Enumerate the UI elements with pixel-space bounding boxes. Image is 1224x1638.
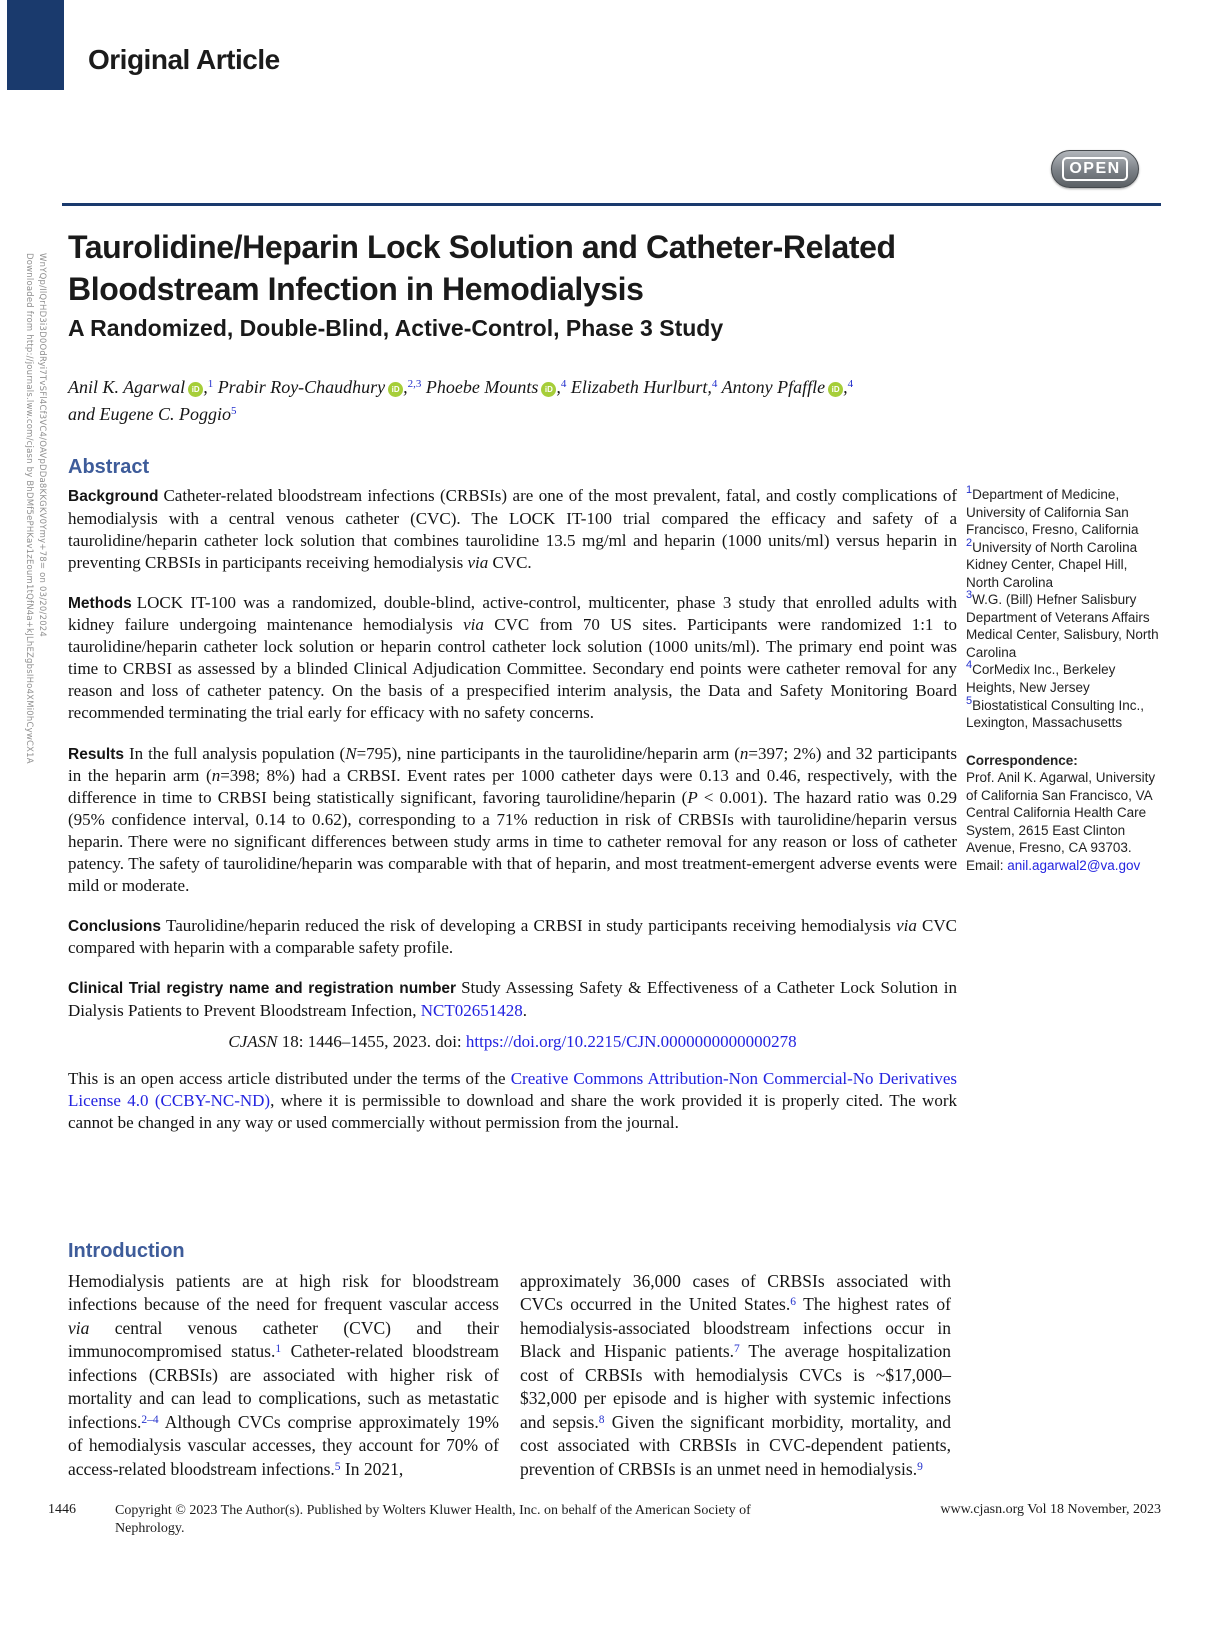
text-segment: LOCK IT-100 was a randomized, double-blind, active-control, multicenter, phase 3 study that enrolled adults with kidney failure undergoing maintenance hemodialysis: [68, 592, 957, 635]
text-segment: < 0.001). The hazard ratio was 0.29 (95% confidence interval, 0.14 to 0.62), corresponding to a 71% reduction in risk of CRBSIs with taurolidine/heparin versus heparin. There were no significant differences between study arms in time to catheter removal for any reason or loss of catheter patency. The safety of taurolidine/heparin was comparable with that of heparin, and most treatment-emergent adverse events were mild or moderate.: [68, 787, 957, 896]
author-name: Prabir Roy-Chaudhury: [217, 377, 386, 398]
reference-superscript: 7: [734, 1343, 740, 1356]
article-main-column: [68, 226, 957, 1152]
affiliation-item: $^5$Biostatistical Consulting Inc., Lexington, Massachusetts: [966, 694, 1144, 731]
abstract-results-label: Results: [68, 745, 124, 763]
text-segment: CVC compared with heparin with a comparable safety profile.: [68, 916, 957, 958]
abstract-methods-paragraph: [68, 592, 957, 725]
abstract-background-label: Background: [68, 488, 159, 506]
inline-link[interactable]: https://doi.org/10.2215/CJN.0000000000000278: [465, 1031, 797, 1051]
affiliation-number: 2: [966, 536, 973, 549]
affiliation-number: 3: [966, 589, 973, 602]
citation-line: [68, 1032, 957, 1052]
page-footer: [48, 1502, 1161, 1538]
text-segment: The highest rates of hemodialysis-associated bloodstream infections occur in Black and Hispanic patients.: [520, 1294, 951, 1362]
reference-superscript: 6: [790, 1296, 796, 1309]
author-name: and Eugene C. Poggio: [68, 404, 231, 425]
download-watermark-line2: WnYQp/IlQrHD3i3D0OdRyi7TvSFl4Cf3VC4/OAVpDDa8KKGKV0Ymy+78= on 03/20/2024: [37, 253, 47, 638]
italic-text: CJASN: [228, 1031, 278, 1051]
text-segment: approximately 36,000 cases of CRBSIs associated with CVCs occurred in the United States.: [520, 1271, 951, 1315]
abstract-background-paragraph: [68, 485, 957, 573]
introduction-heading: Introduction: [68, 1240, 185, 1262]
author-name: Phoebe Mounts: [425, 377, 539, 398]
abstract-methods-label: Methods: [68, 594, 132, 612]
correspondence-text: Prof. Anil K. Agarwal, University of California San Francisco, VA Central California Health Care System, 2615 East Clinton Avenue, Fresno, CA 93703. Email:: [966, 770, 1156, 873]
text-segment: Catheter-related bloodstream infections (CRBSIs) are one of the most prevalent, fatal, and costly complications of hemodialysis with a central venous catheter (CVC). The LOCK IT-100 trial compared the efficacy and safety of a taurolidine/heparin catheter lock solution that combines taurolidine 13.5 mg/ml and heparin (1000 units/ml) versus heparin in preventing CRBSIs in participants receiving hemodialysis: [68, 486, 957, 572]
inline-link[interactable]: Creative Commons Attribution-Non Commercial-No Derivatives License 4.0 (CCBY-NC-ND): [68, 1068, 957, 1110]
text-segment: Study Assessing Safety & Effectiveness of a Catheter Lock Solution in Dialysis Patients to Prevent Bloodstream Infection,: [68, 978, 957, 1020]
author-affiliation-superscript: 5: [230, 405, 237, 418]
author-name: Antony Pfaffle: [721, 377, 826, 398]
open-access-badge: [1051, 150, 1139, 188]
correspondence-label: Correspondence:: [966, 752, 1078, 768]
reference-superscript: 8: [598, 1413, 605, 1426]
text-segment: Hemodialysis patients are at high risk for bloodstream infections because of the need for frequent vascular access: [68, 1271, 499, 1315]
correspondence-email-link[interactable]: anil.agarwal2@va.gov: [1007, 857, 1141, 873]
introduction-left-column: [68, 1270, 499, 1481]
correspondence-block: [966, 752, 1163, 875]
open-access-badge-label: OPEN: [1062, 157, 1127, 181]
abstract-registry-paragraph: [68, 977, 957, 1021]
abstract-heading: Abstract: [68, 456, 150, 479]
italic-text: via: [68, 1317, 90, 1338]
copyright-text: Copyright © 2023 The Author(s). Published by Wolters Kluwer Health, Inc. on behalf of the American Society of Nephrology.: [115, 1503, 751, 1537]
reference-superscript: 1: [275, 1343, 282, 1356]
text-segment: CVC.: [488, 552, 532, 572]
abstract-results-text: [68, 744, 957, 896]
italic-text: n: [211, 765, 221, 785]
abstract-background-text: [68, 486, 957, 571]
author-affiliation-superscript: 4: [847, 378, 854, 391]
affiliations-sidebar: [966, 486, 1163, 874]
abstract-conclusions-label: Conclusions: [68, 918, 162, 936]
abstract-results-paragraph: [68, 743, 957, 898]
text-segment: The average hospitalization cost of CRBSIs with hemodialysis CVCs is ~$17,000–$32,000 per episode and is higher with systemic infections and sepsis.: [520, 1341, 951, 1432]
orcid-icon[interactable]: iD: [388, 382, 403, 397]
text-segment: .: [522, 1000, 527, 1020]
orcid-icon[interactable]: iD: [828, 382, 843, 397]
author-byline: Anil K. Agarwal iD ,$^1$ Prabir Roy-Chaudhury iD ,$^{2,3}$ Phoebe Mounts iD ,$^4$ Elizabeth Hurlburt,$^4$ Antony Pfaffle iD ,$^4$ and Eugene C. Poggio$^5$: [68, 377, 854, 425]
abstract-body: [68, 485, 957, 1133]
text-segment: In 2021,: [340, 1458, 404, 1479]
journal-corner-mark: [7, 0, 64, 90]
text-segment: CVC from 70 US sites. Participants were randomized 1:1 to taurolidine/heparin catheter lock solution or heparin control catheter lock solution (1000 units/ml). The primary end point was time to CRBSI as assessed by a blinded Clinical Adjudication Committee. Secondary end points were catheter removal for any reason and loss of catheter patency. On the basis of a prespecified interim analysis, the Data and Safety Monitoring Board recommended terminating the trial early for efficacy with no safety concerns.: [68, 615, 957, 723]
text-segment: This is an open access article distributed under the terms of the: [68, 1068, 511, 1088]
text-segment: =397; 2%) and 32 participants in the heparin arm (: [68, 743, 958, 785]
text-segment: =795), nine participants in the taurolidine/heparin arm (: [356, 743, 740, 763]
text-segment: Catheter-related bloodstream infections (CRBSIs) are associated with higher risk of mortality and can lead to complications, such as metastatic infections.: [68, 1341, 499, 1432]
affiliation-item: $^4$CorMedix Inc., Berkeley Heights, New Jersey: [966, 659, 1116, 696]
text-segment: In the full analysis population (: [129, 743, 346, 763]
text-segment: Given the significant morbidity, mortality, and cost associated with CRBSIs in CVC-dependent patients, prevention of CRBSIs is an unmet need in hemodialysis.: [520, 1411, 951, 1479]
article-type-label: Original Article: [88, 44, 280, 75]
introduction-section: [68, 1240, 951, 1481]
text-segment: central venous catheter (CVC) and their immunocompromised status.: [68, 1317, 499, 1362]
abstract-registry-label: Clinical Trial registry name and registration number: [68, 980, 457, 998]
text-segment: =398; 8%) had a CRBSI. Event rates per 1000 catheter days were 0.13 and 0.46, respectively, with the difference in time to CRBSI being statistically significant, favoring taurolidine/heparin (: [68, 765, 957, 807]
text-segment: , where it is permissible to download and share the work provided it is properly cited. The work cannot be changed in any way or used commercially without permission from the journal.: [68, 1090, 957, 1132]
affiliation-item: $^2$University of North Carolina Kidney Center, Chapel Hill, North Carolina: [966, 536, 1138, 590]
affiliations-list: [966, 486, 1163, 732]
author-affiliation-superscript: 1: [207, 378, 214, 391]
inline-link[interactable]: NCT02651428: [420, 1000, 523, 1020]
author-name: Elizabeth Hurlburt: [570, 377, 708, 398]
affiliation-number: 4: [966, 659, 973, 672]
italic-text: via: [463, 615, 484, 635]
author-affiliation-superscript: 4: [560, 378, 567, 391]
affiliation-number: 5: [966, 694, 973, 707]
text-segment: Taurolidine/heparin reduced the risk of developing a CRBSI in study participants receiving hemodialysis: [166, 916, 897, 936]
orcid-icon[interactable]: iD: [188, 382, 203, 397]
download-watermark-line1: Downloaded from http://journals.lww.com/cjasn by BhDMf5ePHKav1zEoum1tQfN4a+kJLhEZgbsIHo4XMi0hCywCX1A: [24, 253, 34, 764]
author-affiliation-superscript: 4: [711, 378, 718, 391]
abstract-conclusions-text: [68, 916, 957, 957]
italic-text: via: [467, 552, 489, 572]
italic-text: n: [739, 743, 749, 763]
italic-text: via: [896, 916, 917, 936]
affiliation-item: $^1$Department of Medicine, University of California San Francisco, Fresno, California: [966, 484, 1139, 538]
abstract-methods-text: [68, 593, 957, 723]
reference-superscript: 2–4: [141, 1413, 159, 1426]
author-name: Anil K. Agarwal: [68, 377, 186, 398]
introduction-right-column: [520, 1270, 951, 1481]
reference-superscript: 5: [334, 1460, 341, 1473]
text-segment: 18: 1446–1455, 2023. doi:: [277, 1031, 466, 1051]
header-divider: [62, 203, 1161, 206]
orcid-icon[interactable]: iD: [541, 382, 556, 397]
abstract-conclusions-paragraph: [68, 915, 957, 959]
text-segment: Although CVCs comprise approximately 19% of hemodialysis vascular accesses, they account for 70% of access-related bloodstream infections.: [68, 1411, 499, 1479]
italic-text: P: [687, 787, 698, 807]
page-number: 1446: [48, 1502, 76, 1517]
reference-superscript: 9: [917, 1460, 923, 1473]
affiliation-item: $^3$W.G. (Bill) Hefner Salisbury Department of Veterans Affairs Medical Center, Salisbury, North Carolina: [966, 589, 1159, 660]
journal-issue-info: www.cjasn.org Vol 18 November, 2023: [940, 1502, 1161, 1517]
author-affiliation-superscript: 2,3: [407, 378, 422, 391]
open-access-statement: [68, 1068, 957, 1134]
affiliation-number: 1: [966, 484, 973, 496]
article-subtitle: A Randomized, Double-Blind, Active-Control, Phase 3 Study: [68, 315, 724, 342]
italic-text: N: [345, 743, 357, 763]
article-title: Taurolidine/Heparin Lock Solution and Catheter-Related Bloodstream Infection in Hemodialysis: [68, 229, 896, 308]
